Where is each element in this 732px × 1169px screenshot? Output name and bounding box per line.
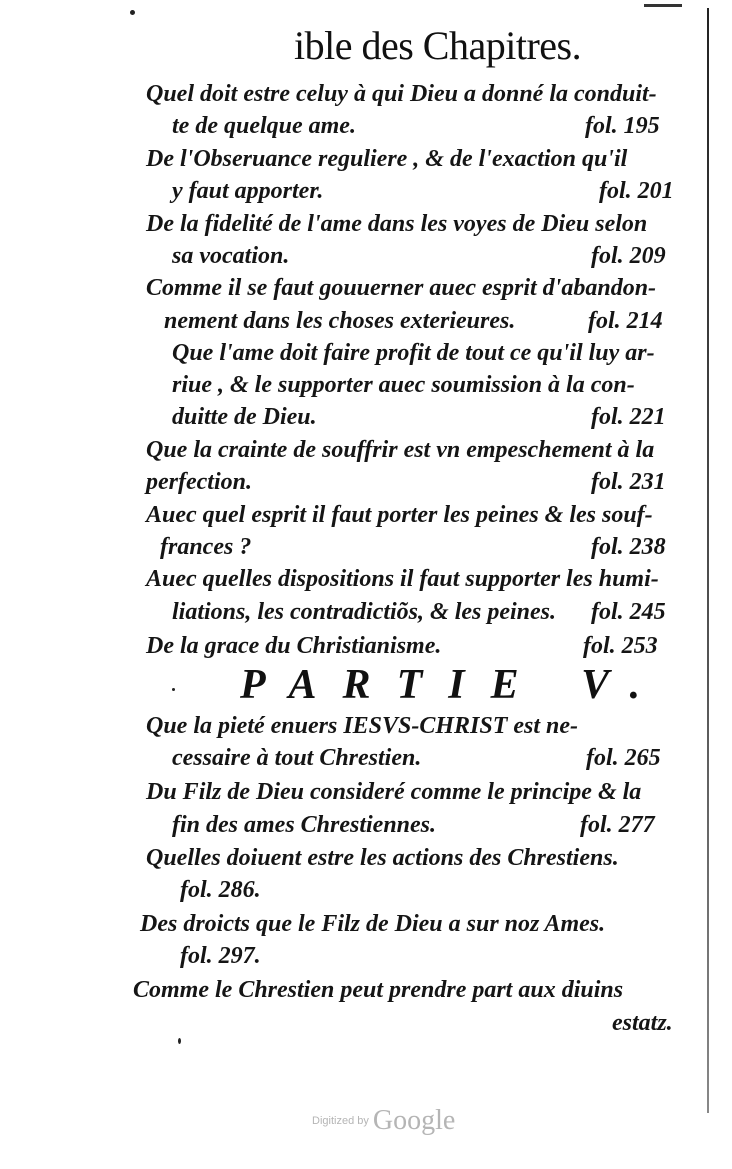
folio-ref: fol. 238 [591, 534, 666, 560]
entry-line: Quel doit estre celuy à qui Dieu a donné la conduit- [146, 81, 657, 107]
page-edge-shadow [707, 8, 709, 1113]
ink-speck [172, 688, 175, 691]
folio-ref: fol. 214 [588, 308, 663, 334]
digitization-watermark [312, 1105, 455, 1137]
folio-ref: fol. 297. [180, 943, 261, 969]
entry-line: De la fidelité de l'ame dans les voyes de Dieu selon [146, 211, 648, 237]
google-brand: Google [372, 1105, 456, 1136]
entry-line: Auec quelles dispositions il faut supporter les humi- [146, 566, 659, 592]
page-header-title: ible des Chapitres. [294, 23, 582, 68]
folio-ref: fol. 277 [580, 812, 655, 838]
ink-speck [130, 10, 135, 15]
entry-line: Quelles doiuent estre les actions des Chrestiens. [146, 845, 619, 871]
folio-ref: fol. 201 [599, 178, 674, 204]
header-rule-mark [644, 4, 682, 7]
entry-line: Que la pieté enuers IESVS-CHRIST est ne- [146, 713, 579, 739]
folio-ref: fol. 209 [591, 243, 666, 269]
entry-line: te de quelque ame. [172, 113, 356, 139]
entry-line: fin des ames Chrestiennes. [172, 812, 437, 838]
entry-line: duitte de Dieu. [172, 404, 317, 430]
entry-line: riue , & le supporter auec soumission à la con- [172, 372, 635, 398]
catchword: estatz. [612, 1010, 673, 1036]
folio-ref: fol. 221 [591, 404, 666, 430]
entry-line: Auec quel esprit il faut porter les peines & les souf- [146, 502, 653, 528]
folio-ref: fol. 245 [591, 599, 666, 625]
entry-line: perfection. [146, 469, 252, 495]
entry-line: Comme le Chrestien peut prendre part aux diuins [133, 977, 624, 1003]
ink-speck [178, 1038, 181, 1044]
folio-ref: fol. 265 [586, 745, 661, 771]
entry-line: liations, les contradictiõs, & les peines. [172, 599, 557, 625]
entry-line: Que la crainte de souffrir est vn empeschement à la [146, 437, 655, 463]
entry-line: Comme il se faut gouuerner auec esprit d'abandon- [146, 275, 657, 301]
entry-line: Des droicts que le Filz de Dieu a sur noz Ames. [140, 911, 606, 937]
entry-line: cessaire à tout Chrestien. [172, 745, 422, 771]
entry-line: sa vocation. [172, 243, 290, 269]
entry-line: Du Filz de Dieu consideré comme le principe & la [146, 779, 642, 805]
folio-ref: fol. 286. [180, 877, 261, 903]
folio-ref: fol. 253 [583, 633, 658, 659]
entry-line: nement dans les choses exterieures. [164, 308, 516, 334]
folio-ref: fol. 231 [591, 469, 666, 495]
digitized-by-label: Digitized by [312, 1115, 369, 1127]
entry-line: De la grace du Christianisme. [146, 633, 442, 659]
folio-ref: fol. 195 [585, 113, 660, 139]
entry-line: De l'Obseruance reguliere , & de l'exaction qu'il [146, 146, 628, 172]
entry-line: Que l'ame doit faire profit de tout ce qu'il luy ar- [172, 340, 655, 366]
entry-line: y faut apporter. [172, 178, 324, 204]
entry-line: frances ? [160, 534, 252, 560]
part-heading: PARTIE V. [240, 662, 667, 708]
